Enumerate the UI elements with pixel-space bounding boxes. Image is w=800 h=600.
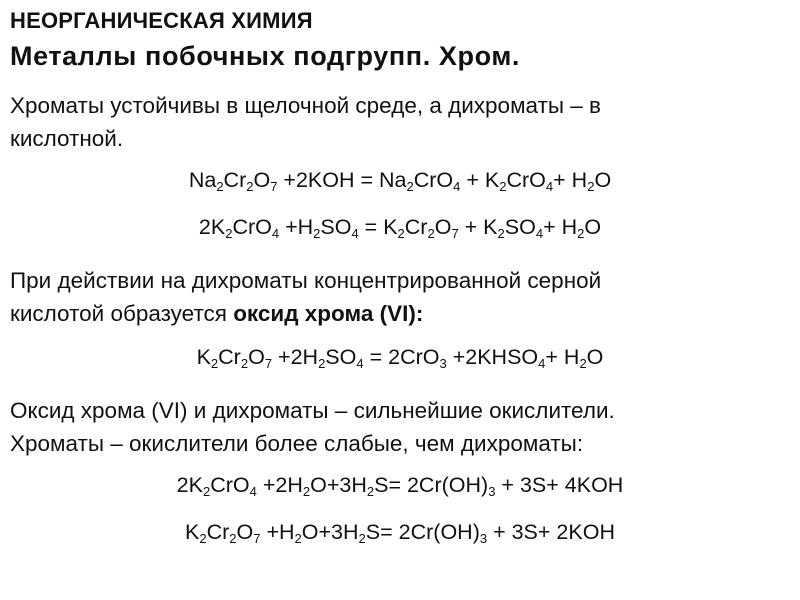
slide-title: Металлы побочных подгрупп. Хром. [10, 41, 521, 71]
equation-text: SO [504, 215, 536, 239]
equation-text: Cr [206, 520, 230, 544]
subscript: 2 [240, 356, 249, 371]
equation-text: CrO [506, 168, 546, 192]
equation-text: CrO [232, 215, 272, 239]
subscript: 2 [366, 484, 375, 499]
subscript: 2 [199, 531, 207, 546]
equation-text: Cr [218, 345, 241, 369]
equation-text: = 2CrO [363, 345, 440, 369]
equation-text: O [586, 345, 604, 369]
subscript: 2 [579, 356, 587, 371]
subscript: 4 [453, 179, 461, 194]
subscript: 2 [587, 179, 595, 194]
equation-text: + H [545, 345, 580, 369]
subscript: 4 [356, 356, 364, 371]
subscript: 4 [535, 226, 544, 241]
equation-text: + H [553, 168, 588, 192]
paragraph-chromate-stability [10, 89, 601, 155]
equation [0, 168, 800, 193]
subscript: 3 [479, 531, 488, 546]
equation-text: + 3S+ 4KOH [495, 473, 624, 497]
equation-text: O [253, 168, 271, 192]
paragraph-line: Хроматы – окислители более слабые, чем дихроматы: [10, 431, 584, 456]
paragraph-oxidizers [10, 394, 615, 460]
subscript: 2 [497, 226, 505, 241]
equation-text: K [196, 345, 211, 369]
equation-text: O [584, 215, 602, 239]
equation-text: Cr [223, 168, 247, 192]
subscript: 2 [406, 179, 414, 194]
equation-text: + K [458, 215, 498, 239]
subscript: 2 [397, 226, 405, 241]
subscript: 4 [545, 179, 554, 194]
equation-text: +H [260, 520, 295, 544]
equation-text: 2K [198, 215, 226, 239]
paragraph-line: Хроматы устойчивы в щелочной среде, а дихроматы – в [10, 93, 602, 118]
equation-text: +2H [256, 473, 303, 497]
subscript: 3 [439, 356, 447, 371]
equation-text: Na [188, 168, 217, 192]
subject-heading: НЕОРГАНИЧЕСКАЯ ХИМИЯ [10, 8, 313, 33]
subscript: 2 [302, 484, 311, 499]
subscript: 2 [427, 226, 435, 241]
subscript: 7 [451, 226, 459, 241]
equation [0, 215, 800, 240]
equation-text: O [248, 345, 265, 369]
equation [0, 345, 800, 370]
equation-text: + H [543, 215, 578, 239]
paragraph-line [10, 297, 601, 330]
equation-text: +H [279, 215, 314, 239]
subscript: 7 [264, 356, 273, 371]
subscript: 2 [313, 226, 321, 241]
equation-text: +2KHSO [446, 345, 539, 369]
paragraph-chromium-oxide [10, 264, 601, 330]
equation-text: +2KOH = Na [277, 168, 407, 192]
subscript: 2 [318, 356, 326, 371]
subscript: 4 [249, 484, 257, 499]
subscript: 2 [246, 179, 254, 194]
equation-text: O [594, 168, 612, 192]
subscript: 2 [202, 484, 211, 499]
subscript: 7 [253, 531, 261, 546]
paragraph-line: Оксид хрома (VI) и дихроматы – сильнейшие окислители. [10, 398, 615, 423]
equation-text: K [185, 520, 200, 544]
subscript: 2 [577, 226, 585, 241]
equation [0, 520, 800, 545]
equation-text: +2H [272, 345, 319, 369]
paragraph-text: кислотой образуется [10, 301, 234, 326]
subscript: 3 [488, 484, 496, 499]
equation-text: S= 2Cr(OH) [374, 473, 489, 497]
subscript: 2 [358, 531, 366, 546]
equation-text: SO [320, 215, 352, 239]
equation-text: S= 2Cr(OH) [365, 520, 480, 544]
subscript: 2 [225, 226, 233, 241]
equation-text: O+3H [301, 520, 359, 544]
equation-text: Cr [404, 215, 428, 239]
equation-text: 2K [176, 473, 203, 497]
equation-text: CrO [210, 473, 250, 497]
subscript: 2 [499, 179, 507, 194]
equation-text: CrO [413, 168, 454, 192]
equation-text: + K [460, 168, 500, 192]
subscript: 4 [538, 356, 546, 371]
subscript: 4 [351, 226, 359, 241]
subscript: 2 [216, 179, 224, 194]
paragraph-line: кислотной. [10, 126, 124, 151]
paragraph-line: При действии на дихроматы концентрированной серной [10, 268, 602, 293]
subscript: 4 [271, 226, 280, 241]
equation-text: O+3H [310, 473, 367, 497]
subscript: 2 [294, 531, 302, 546]
equation-text: SO [325, 345, 357, 369]
bold-term: оксид хрома (VI): [233, 301, 424, 326]
subscript: 7 [270, 179, 278, 194]
equation [0, 473, 800, 498]
equation-text: + 3S+ 2KOH [487, 520, 615, 544]
equation-text: = K [358, 215, 398, 239]
equation-text: O [236, 520, 254, 544]
equation-text: O [434, 215, 452, 239]
subscript: 2 [210, 356, 219, 371]
subscript: 2 [229, 531, 237, 546]
